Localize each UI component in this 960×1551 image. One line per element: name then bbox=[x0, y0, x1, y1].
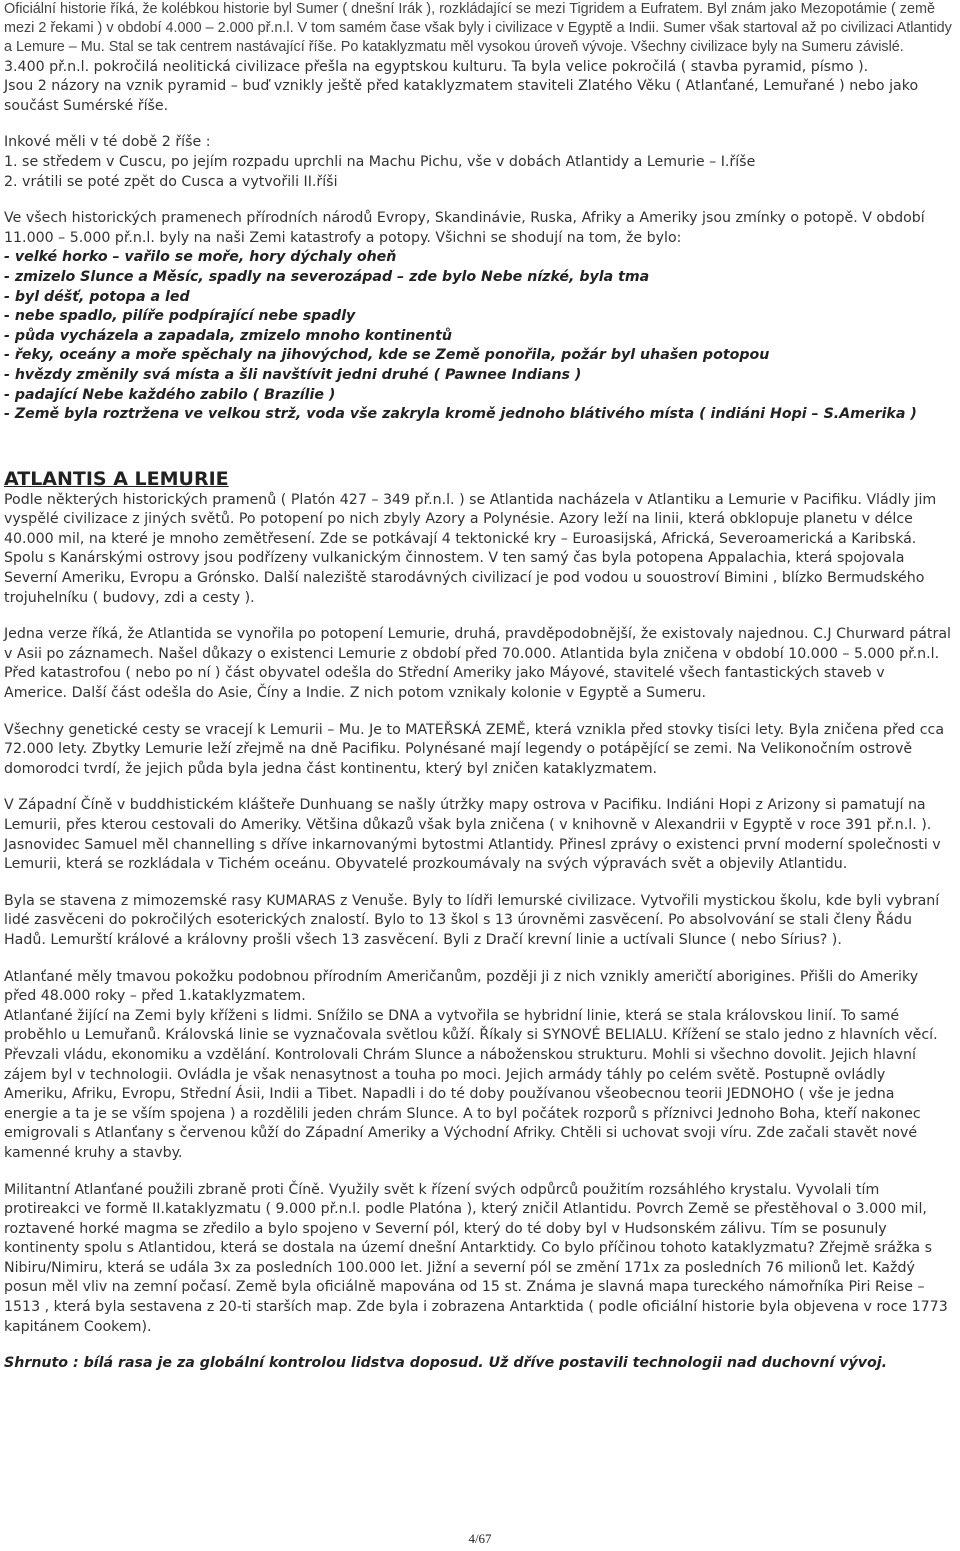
flood-item: - řeky, oceány a moře spěchaly na jihovýchod, kde se Země ponořila, požár byl uhašen potopou bbox=[4, 347, 770, 364]
flood-item: - byl déšť, potopa a led bbox=[4, 288, 190, 305]
page-number: 4/67 bbox=[468, 1531, 492, 1546]
section-paragraph: Jedna verze říká, že Atlantida se vynořila po potopení Lemurie, druhá, pravděpodobnější, že existovaly najednou. C.J Churward pátral v Asii po záznamech. Našel důkazy o existenci Lemurie z období před 70.000. Atlantida byla zničena v období 10.000 – 5.000 př.n.l. Před katastrofou ( nebo po ní ) část obyvatel odešla do Střední Ameriky jako Máyové, stavitelé všech fantastických staveb v Americe. Další část odešla do Asie, Číny a Indie. Z nich potom vznikaly kolonie v Egyptě a Sumeru. bbox=[4, 626, 951, 702]
inca-item-1: 1. se středem v Cuscu, po jejím rozpadu uprchli na Machu Pichu, vše v dobách Atlantidy a Lemurie – I.říše bbox=[4, 153, 756, 170]
section-title: ATLANTIS A LEMURIE bbox=[4, 467, 229, 490]
atlanteans-paragraph-a: Atlanťané měly tmavou pokožku podobnou přírodním Američanům, později ji z nich vznikly američtí aborigines. Přišli do Ameriky před 48.000 roky – před 1.kataklyzmatem. bbox=[4, 968, 919, 1005]
flood-intro: Ve všech historických pramenech přírodních národů Evropy, Skandinávie, Ruska, Afriky a Ameriky jsou zmínky o potopě. V období 11.000 – 5.000 př.n.l. byly na naši Zemi katastrofy a potopy. Všichni se shodují na tom, že bylo: bbox=[4, 210, 925, 246]
section-paragraph: V Západní Číně v buddhistickém klášteře Dunhuang se našly útržky mapy ostrova v Pacifiku. Indiáni Hopi z Arizony si pamatují na Lemurii, přes kterou cestovali do Ameriky. Většina důkazů však byla zničena ( v knihovně v Alexandrii v Egyptě v roce 391 př.n.l. ). Jasnovidec Samuel měl channelling s dříve inkarnovanými bytostmi Atlantidy. Přinesl zprávy o existenci první moderní společnosti v Lemurii, která se rozkládala v Tichém oceánu. Obyvatelé prozkoumávaly na svých výpravách svět a objevily Atlantidu. bbox=[4, 797, 941, 873]
section-paragraph: Byla se stavena z mimozemské rasy KUMARAS z Venuše. Byly to lídři lemurské civilizace. Vytvořili mystickou školu, kde byli vybraní lidé zasvěceni do pokročilých esoterických znalostí. Bylo to 13 škol s 13 úrovněmi zasvěcení. Po absolvování se stali členy Řádu Hadů. Lemurští králové a královny prošli všech 13 zasvěcení. Byli z Dračí krevní linie a uctívali Slunce ( nebo Sírius? ). bbox=[4, 892, 940, 948]
flood-item: - hvězdy změnily svá místa a šli navštívit jedni druhé ( Pawnee Indians ) bbox=[4, 366, 582, 383]
neolithic-paragraph: 3.400 př.n.l. pokročilá neolitická civilizace přešla na egyptskou kulturu. Ta byla velice pokročilá ( stavba pyramid, písmo ). bbox=[4, 58, 869, 75]
document-page bbox=[4, 0, 952, 1374]
flood-item: - nebe spadlo, pilíře podpírající nebe spadly bbox=[4, 308, 356, 325]
intro-paragraph: Oficiální historie říká, že kolébkou historie byl Sumer ( dnešní Irák ), rozkládající se mezi Tigridem a Eufratem. Byl znám jako Mezopotámie ( země mezi 2 řekami ) v období 4.000 – 2.000 př.n.l. V tom samém čase však byly i civilizace v Egyptě a Indii. Sumer však startoval až po civilizaci Atlantidy a Lemure – Mu. Stal se tak centrem nastávající říše. Po kataklyzmatu měl vysokou úroveň vývoje. Všechny civilizace byly na Sumeru závislé. bbox=[4, 1, 952, 56]
summary: Shrnuto : bílá rasa je za globální kontrolou lidstva doposud. Už dříve postavili technologii nad duchovní vývoj. bbox=[4, 1355, 888, 1372]
inca-item-2: 2. vrátili se poté zpět do Cusca a vytvořili II.říši bbox=[4, 173, 338, 190]
flood-item: - padající Nebe každého zabilo ( Brazílie ) bbox=[4, 386, 336, 403]
section-paragraph: Podle některých historických pramenů ( Platón 427 – 349 př.n.l. ) se Atlantida nacházela v Atlantiku a Lemurie v Pacifiku. Vládly jim vyspělé civilizace z jiných světů. Po potopení po nich zbyly Azory a Polynésie. Azory leží na linii, která obklopuje planetu v délce 40.000 mil, na které je mnoho zemětřesení. Zde se potkávají 4 tektonické kry – Euroasijská, Africká, Severoamerická a Karibská. Spolu s Kanárskými ostrovy jsou podřízeny vulkanickým činnostem. V ten samý čas byla potopena Appalachia, která spojovala Severní Ameriku, Evropu a Grónsko. Další naleziště starodávných civilizací je pod vodou u souostroví Bimini , blízko Bermudského trojuhelníku ( budovy, zdi a cesty ). bbox=[4, 491, 937, 606]
inca-heading: Inkové měli v té době 2 říše : bbox=[4, 134, 211, 151]
militant-paragraph: Militantní Atlanťané použili zbraně proti Číně. Využily svět k řízení svých odpůrců použitím rozsáhlého krystalu. Vyvolali tím protireakci ve formě II.kataklyzmatu ( 9.000 př.n.l. podle Platóna ), který zničil Atlantidu. Povrch Země se přestěhoval o 3.000 mil, roztavené horké magma se zředilo a bylo spojeno v Severní pól, který do té doby byl v Hudsonském zálivu. Tím se posunuly kontinenty spolu s Atlantidou, která se dostala na území dnešní Antarktidy. Co bylo příčinou tohoto kataklyzmatu? Zřejmě srážka s Nibiru/Nimiru, která se udála 3x za posledních 100.000 let. Jižní a severní pól se změní 171x za posledních 76 milionů let. Každý posun měl vliv na zemní počasí. Země byla oficiálně mapována od 15 st. Známa je slavná mapa tureckého námořníka Piri Reise – 1513 , která byla sestavena z 20-ti starších map. Zde byla i zobrazena Antarktida ( podle oficiální historie byla objevena v roce 1773 kapitánem Cookem). bbox=[4, 1181, 948, 1335]
atlanteans-paragraph-b: Atlanťané žijící na Zemi byly kříženi s lidmi. Snížilo se DNA a vytvořila se hybridní linie, která se stala královskou linií. To samé proběhlo u Lemuřanů. Královská linie se vyznačovala světlou kůží. Říkaly si SYNOVÉ BELIALU. Křížení se stalo jedno z hlavních věcí. Převzali vládu, ekonomiku a vzdělání. Kontrolovali Chrám Slunce a náboženskou strukturu. Mohli si všechno dovolit. Jejich hlavní zájem byl v technologii. Ovládla je však nenasytnost a touha po moci. Jejich armády táhly po celém světě. Postupně ovládly Ameriku, Afriku, Evropu, Střední Ásii, Indii a Tibet. Napadli i do té doby používanou všeobecnou teorii JEDNOHO ( vše je jedna energie a ta je se vším spojena ) a rozdělili jeden chrám Slunce. A to byl počátek rozporů s příznivci Jednoho Boha, kteří nakonec emigrovali s Atlanťany s červenou kůží do Západní Ameriky a Východní Afriky. Chtěli si uchovat svoji víru. Zde začali stavět nové kamenné kruhy a stavby. bbox=[4, 1007, 938, 1161]
flood-item: - půda vycházela a zapadala, zmizelo mnoho kontinentů bbox=[4, 327, 453, 344]
pyramids-paragraph: Jsou 2 názory na vznik pyramid – buď vznikly ještě před kataklyzmatem staviteli Zlatého Věku ( Atlanťané, Lemuřané ) nebo jako součást Sumérské říše. bbox=[4, 78, 919, 114]
flood-item: - velké horko – vařilo se moře, hory dýchaly oheň bbox=[4, 249, 397, 266]
flood-item: - zmizelo Slunce a Měsíc, spadly na severozápad – zde bylo Nebe nízké, byla tma bbox=[4, 268, 650, 285]
intro-block bbox=[4, 0, 952, 58]
flood-item: - Země byla roztržena ve velkou strž, voda vše zakryla kromě jednoho blátivého místa ( indiáni Hopi – S.Amerika ) bbox=[4, 406, 917, 423]
section-paragraph: Všechny genetické cesty se vracejí k Lemurii – Mu. Je to MATEŘSKÁ ZEMĚ, která vznikla před stovky tisíci lety. Byla zničena před cca 72.000 lety. Zbytky Lemurie leží zřejmě na dně Pacifiku. Polynésané mají legendy o potápějící se zemi. Na Velikonočním ostrově domorodci tvrdí, že jejich půda byla jedna část kontinentu, který byl zničen kataklyzmatem. bbox=[4, 721, 945, 777]
